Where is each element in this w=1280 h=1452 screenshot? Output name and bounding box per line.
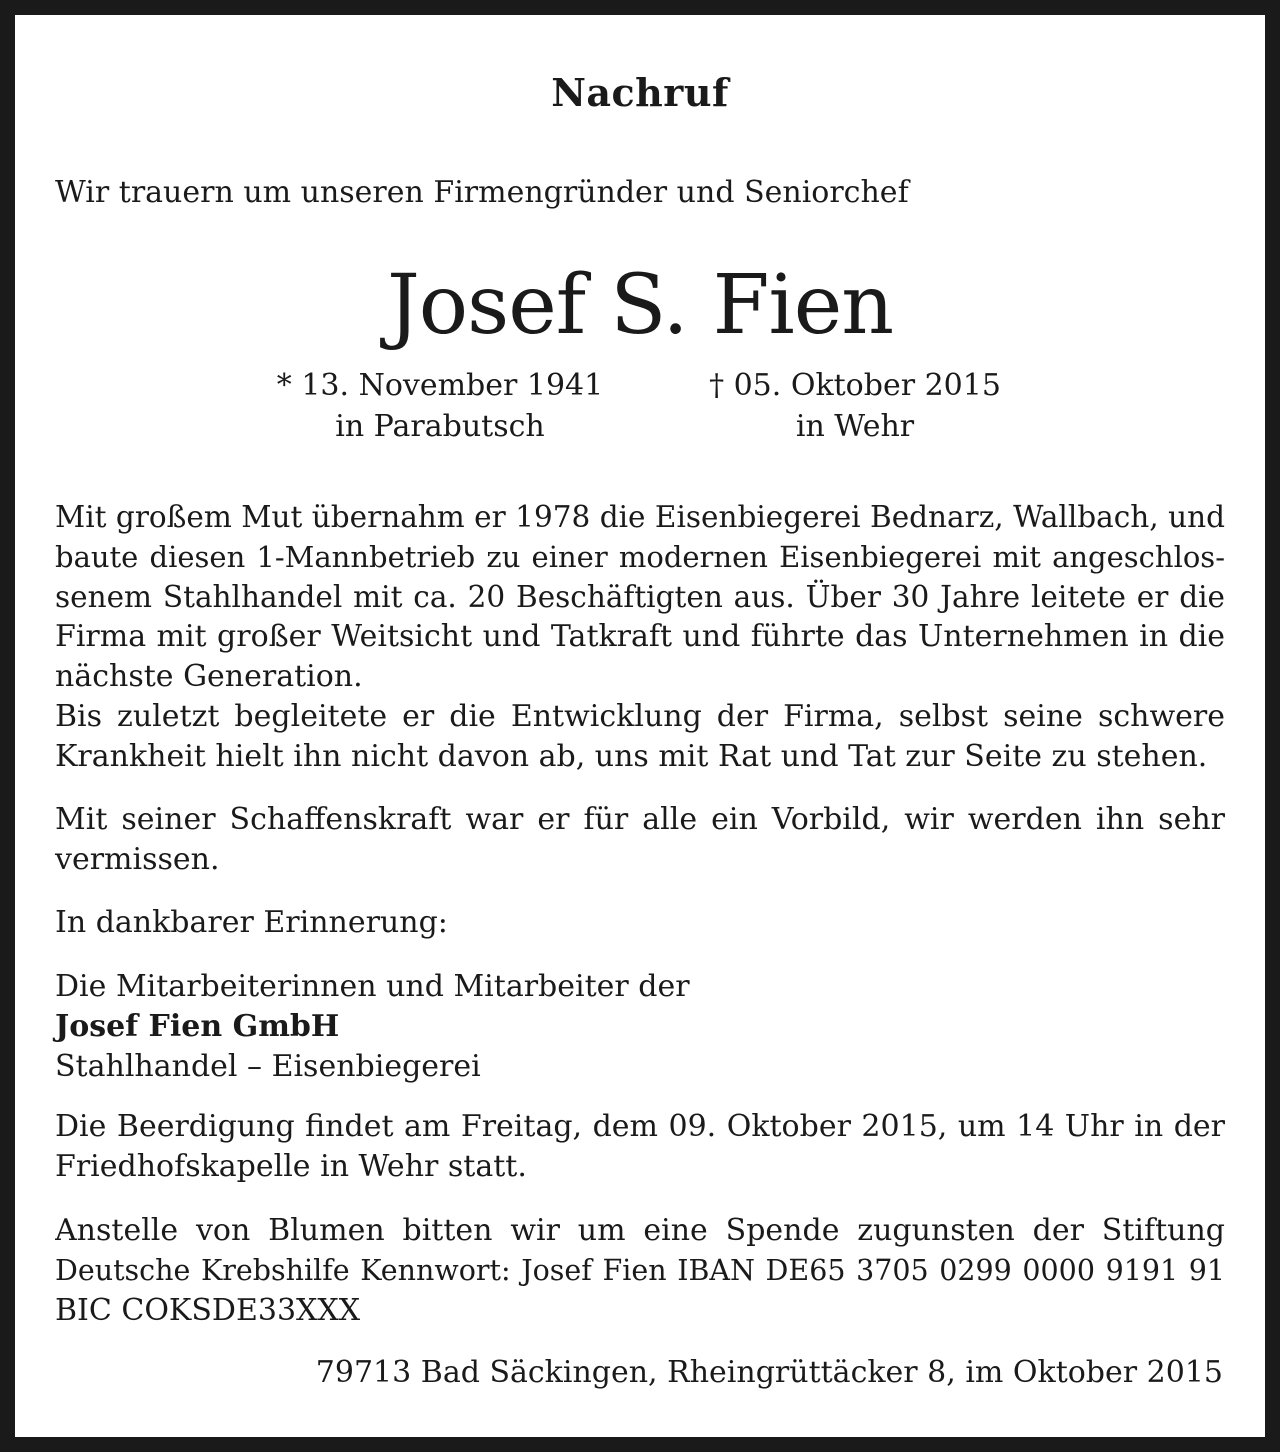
donation-line: Anstelle von Blumen bitten wir um eine Spende zugunsten der Stiftung [55,1213,1225,1248]
funeral-line: Friedhofskapelle in Wehr statt. [55,1149,527,1184]
signoff-line: 79713 Bad Säckingen, Rheingrüttäcker 8, im Oktober 2015 [315,1355,1223,1390]
paragraph1-line: Mit großem Mut übernahm er 1978 die Eisenbiegerei Bednarz, Wallbach, und [55,500,1225,534]
paragraph1-line: senem Stahlhandel mit ca. 20 Beschäftigten aus. Über 30 Jahre leitete er die [55,580,1225,614]
paragraph1-line: baute diesen 1-Mannbetrieb zu einer modernen Eisenbiegerei mit angeschlos- [55,540,1225,574]
heading: Nachruf [551,70,729,115]
deceased-name: Josef S. Fien [386,258,894,353]
paragraph1-line: Bis zuletzt begleitete er die Entwicklung der Firma, selbst seine schwere [55,699,1225,734]
donation-line: BIC COKSDE33XXX [55,1293,361,1328]
birth-date: * 13. November 1941 [276,368,604,403]
paragraph1-line: Krankheit hielt ihn nicht davon ab, uns mit Rat und Tat zur Seite zu stehen. [55,739,1208,774]
intro-line: Wir trauern um unseren Firmengründer und Seniorchef [55,175,909,210]
paragraph1-line: Firma mit großer Weitsicht und Tatkraft und führte das Unternehmen in die [55,619,1225,654]
death-place: in Wehr [795,409,915,444]
paragraph1-line: nächste Generation. [55,659,363,694]
remembrance-line: In dankbarer Erinnerung: [55,905,448,940]
death-date: † 05. Oktober 2015 [709,368,1001,403]
donation-line: Deutsche Krebshilfe Kennwort: Josef Fien IBAN DE65 3705 0299 0000 9191 91 [55,1254,1225,1287]
paragraph2-line: vermissen. [55,842,220,877]
employees-line: Die Mitarbeiterinnen und Mitarbeiter der [55,969,690,1004]
company-name: Josef Fien GmbH [55,1009,340,1044]
birth-place: in Parabutsch [335,409,545,444]
company-description: Stahlhandel – Eisenbiegerei [55,1049,481,1084]
paragraph2-line: Mit seiner Schaffenskraft war er für alle ein Vorbild, wir werden ihn sehr [55,802,1225,837]
funeral-line: Die Beerdigung findet am Freitag, dem 09. Oktober 2015, um 14 Uhr in der [55,1109,1225,1144]
